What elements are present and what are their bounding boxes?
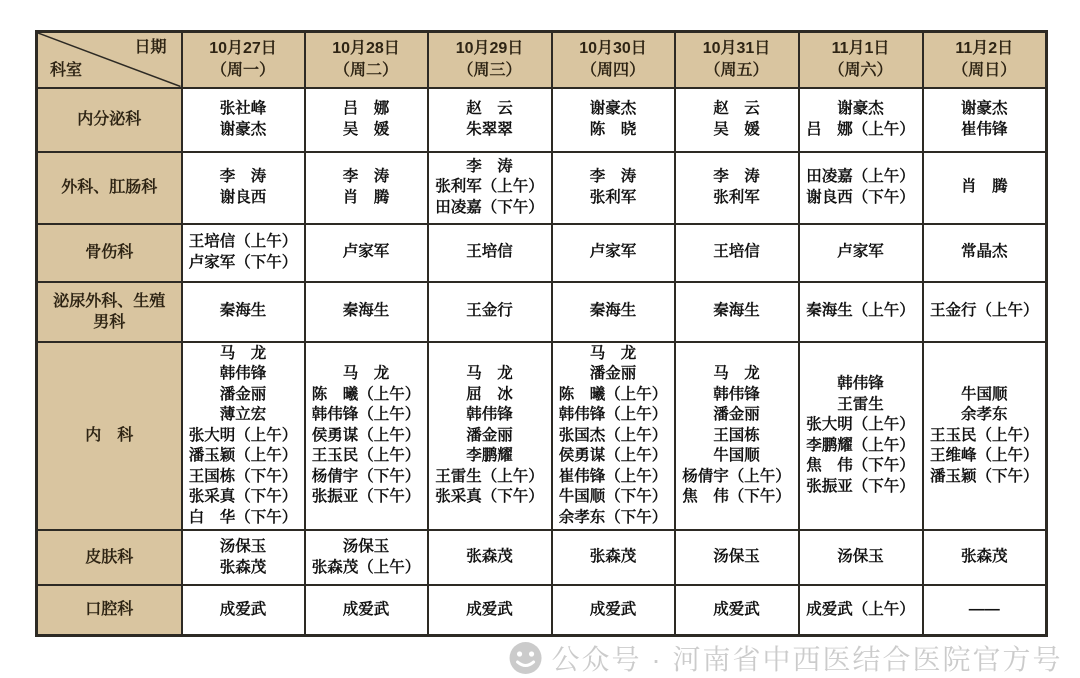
doctor-name: 侯勇谋（上午）	[311, 426, 421, 444]
doctor-name: 崔伟锋（上午）	[558, 467, 668, 485]
doctor-name: 田凌嘉（上午）	[806, 168, 915, 185]
doctor-name: 侯勇谋（上午）	[558, 447, 668, 464]
schedule-row	[37, 282, 1047, 342]
column-weekday: （周日）	[952, 61, 1017, 79]
doctor-name: 李 涛	[713, 168, 760, 185]
schedule-cell	[305, 152, 428, 224]
doctor-name: 王培信	[466, 243, 513, 261]
doctor-name: 成爱武	[589, 600, 637, 618]
doctor-name: 杨倩宇（下午）	[311, 467, 421, 485]
doctor-name: 卢家军（下午）	[188, 253, 298, 271]
dept-cell: 内 科	[37, 342, 182, 531]
doctor-name: 谢豪杰	[219, 120, 267, 138]
doctor-name: 张社峰	[219, 100, 267, 117]
doctor-name: 谢豪杰	[837, 100, 884, 117]
doctor-name: 成爱武	[219, 600, 267, 618]
schedule-row	[37, 88, 1047, 152]
schedule-cell	[305, 282, 428, 342]
doctor-name: 肖 腾	[342, 188, 390, 206]
doctor-name: 王玉民（上午）	[311, 447, 421, 464]
schedule-cell	[799, 342, 923, 531]
doctor-name: 李 涛	[219, 168, 267, 185]
doctor-name: 王国栋	[713, 426, 760, 444]
column-header	[428, 32, 552, 88]
doctor-name: 牛国顺	[713, 447, 760, 464]
doctor-name: 汤保玉	[342, 538, 390, 555]
column-header	[182, 32, 305, 88]
doctor-name: 韩伟锋（上午）	[311, 406, 421, 423]
schedule-cell	[305, 585, 428, 635]
schedule-cell	[923, 585, 1047, 635]
doctor-name: 马 龙	[589, 344, 637, 362]
doctor-name: 王雷生（上午）	[435, 467, 544, 485]
schedule-cell	[305, 224, 428, 282]
doctor-name: 谢豪杰	[589, 100, 637, 117]
doctor-name: 张采真（下午）	[435, 488, 544, 505]
doctor-name: 李鹏耀（上午）	[806, 436, 915, 454]
doctor-name: 成爱武（上午）	[806, 600, 915, 618]
column-header	[923, 32, 1047, 88]
doctor-name: 张森茂（上午）	[311, 558, 421, 576]
doctor-name: ——	[968, 600, 1000, 618]
schedule-cell	[182, 224, 305, 282]
doctor-name: 马 龙	[342, 365, 390, 382]
schedule-cell	[675, 88, 799, 152]
schedule-cell	[799, 530, 923, 585]
doctor-name: 田凌嘉（下午）	[435, 198, 544, 216]
schedule-cell	[552, 585, 675, 635]
doctor-name: 秦海生	[342, 302, 390, 320]
doctor-name: 吴 媛	[713, 120, 760, 138]
schedule-cell	[552, 282, 675, 342]
schedule-cell	[675, 152, 799, 224]
schedule-row	[37, 152, 1047, 224]
doctor-name: 张利军	[589, 188, 637, 206]
doctor-name: 余孝东	[960, 406, 1008, 423]
doctor-name: 白 华（下午）	[188, 508, 298, 526]
doctor-name: 焦 伟（下午）	[806, 457, 915, 475]
schedule-table	[35, 30, 1048, 637]
doctor-name: 李鹏耀	[466, 447, 513, 464]
dept-cell: 内分泌科	[37, 88, 182, 152]
corner-date-label: 日期	[134, 39, 167, 56]
doctor-name: 韩伟锋	[219, 365, 267, 382]
doctor-name: 秦海生	[713, 302, 760, 320]
schedule-cell	[923, 224, 1047, 282]
column-date: 11月2日	[955, 39, 1014, 57]
schedule-cell	[923, 152, 1047, 224]
doctor-name: 屈 冰	[466, 385, 513, 403]
header-row	[37, 32, 1047, 88]
doctor-name: 牛国顺	[960, 385, 1008, 403]
doctor-name: 潘金丽	[713, 406, 760, 423]
schedule-cell	[923, 282, 1047, 342]
column-date: 10月29日	[455, 39, 524, 57]
doctor-name: 韩伟锋	[713, 385, 760, 403]
watermark	[508, 638, 1063, 678]
column-weekday: （周二）	[333, 61, 398, 79]
doctor-name: 张利军	[713, 188, 760, 206]
schedule-cell	[305, 342, 428, 531]
column-header	[675, 32, 799, 88]
doctor-name: 陈 晓	[589, 120, 637, 138]
column-date: 10月31日	[702, 39, 771, 57]
doctor-name: 秦海生	[219, 302, 267, 320]
schedule-cell	[428, 342, 552, 531]
doctor-name: 卢家军	[589, 243, 637, 261]
column-date: 10月28日	[332, 39, 400, 57]
schedule-cell	[182, 585, 305, 635]
schedule-cell	[675, 530, 799, 585]
schedule-cell	[428, 88, 552, 152]
schedule-row	[37, 530, 1047, 585]
doctor-name: 张振亚（下午）	[806, 477, 915, 495]
doctor-name: 杨倩宇（上午）	[682, 467, 791, 485]
doctor-name: 谢良西（下午）	[806, 188, 915, 206]
schedule-cell	[182, 282, 305, 342]
doctor-name: 常晶杰	[960, 243, 1008, 261]
doctor-name: 朱翠翠	[466, 120, 513, 138]
schedule-cell	[552, 530, 675, 585]
column-weekday: （周一）	[210, 61, 275, 79]
doctor-name: 汤保玉	[837, 548, 884, 566]
doctor-name: 赵 云	[713, 100, 760, 117]
doctor-name: 潘金丽	[219, 385, 267, 403]
schedule-cell	[552, 224, 675, 282]
doctor-name: 汤保玉	[713, 548, 760, 566]
doctor-name: 张森茂	[219, 558, 267, 576]
schedule-cell	[675, 224, 799, 282]
doctor-name: 韩伟锋（上午）	[558, 406, 668, 423]
doctor-name: 王国栋（下午）	[188, 467, 298, 485]
doctor-name: 肖 腾	[960, 178, 1008, 196]
doctor-name: 张森茂	[960, 548, 1008, 566]
column-date: 10月30日	[579, 39, 647, 57]
schedule-cell	[428, 282, 552, 342]
watermark-text: 公众号 · 河南省中西医结合医院官方号	[551, 644, 1063, 675]
doctor-name: 汤保玉	[219, 538, 267, 555]
schedule-cell	[799, 88, 923, 152]
doctor-name: 张国杰（上午）	[558, 426, 668, 444]
doctor-name: 赵 云	[466, 100, 513, 117]
doctor-name: 韩伟锋	[837, 375, 884, 393]
doctor-name: 马 龙	[219, 344, 267, 362]
doctor-name: 焦 伟（下午）	[682, 488, 791, 505]
doctor-name: 谢豪杰	[960, 100, 1008, 117]
schedule-cell	[182, 342, 305, 531]
doctor-name: 卢家军	[342, 243, 390, 261]
doctor-name: 王培信	[713, 243, 760, 261]
schedule-cell	[675, 342, 799, 531]
schedule-row	[37, 224, 1047, 282]
doctor-name: 马 龙	[713, 365, 760, 382]
schedule-cell	[799, 282, 923, 342]
schedule-cell	[799, 585, 923, 635]
schedule-cell	[552, 342, 675, 531]
doctor-name: 韩伟锋	[466, 406, 513, 423]
column-weekday: （周五）	[704, 61, 769, 79]
schedule-cell	[182, 88, 305, 152]
doctor-name: 张大明（上午）	[806, 416, 915, 434]
doctor-name: 潘玉颖（下午）	[929, 467, 1039, 485]
doctor-name: 王雷生	[837, 395, 884, 413]
schedule-cell	[675, 585, 799, 635]
column-header	[305, 32, 428, 88]
doctor-name: 崔伟锋	[960, 120, 1008, 138]
schedule-cell	[799, 152, 923, 224]
doctor-name: 谢良西	[219, 188, 267, 206]
schedule-cell	[305, 530, 428, 585]
doctor-name: 成爱武	[713, 600, 760, 618]
doctor-name: 李 涛	[466, 157, 513, 175]
schedule-cell	[923, 342, 1047, 531]
dept-cell: 口腔科	[37, 585, 182, 635]
doctor-name: 张采真（下午）	[188, 488, 298, 505]
doctor-name: 王玉民（上午）	[929, 426, 1039, 444]
schedule-row	[37, 342, 1047, 531]
doctor-name: 陈 曦（上午）	[558, 385, 668, 403]
doctor-name: 王维峰（上午）	[929, 447, 1039, 464]
doctor-name: 马 龙	[466, 365, 513, 382]
corner-dept-label: 科室	[50, 61, 83, 79]
doctor-name: 余孝东（下午）	[558, 508, 668, 526]
column-header	[799, 32, 923, 88]
doctor-name: 吕 娜（上午）	[806, 120, 915, 138]
doctor-name: 吴 媛	[342, 120, 390, 138]
schedule-cell	[923, 530, 1047, 585]
doctor-name: 张大明（上午）	[188, 426, 298, 444]
schedule-cell	[182, 530, 305, 585]
doctor-name: 张振亚（下午）	[311, 488, 421, 505]
schedule-cell	[182, 152, 305, 224]
doctor-name: 李 涛	[342, 168, 390, 185]
doctor-name: 张森茂	[589, 548, 637, 566]
doctor-name: 成爱武	[342, 600, 390, 618]
schedule-cell	[552, 88, 675, 152]
doctor-name: 秦海生（上午）	[806, 302, 915, 320]
doctor-name: 卢家军	[837, 243, 884, 261]
doctor-name: 王金行（上午）	[929, 302, 1039, 320]
doctor-name: 秦海生	[589, 302, 637, 320]
corner-cell	[37, 32, 182, 88]
dept-cell: 骨伤科	[37, 224, 182, 282]
doctor-name: 陈 曦（上午）	[311, 385, 421, 403]
dept-cell: 泌尿外科、生殖男科	[37, 282, 182, 342]
doctor-name: 吕 娜	[342, 100, 390, 117]
doctor-name: 成爱武	[466, 600, 513, 618]
doctor-name: 牛国顺（下午）	[558, 488, 668, 505]
doctor-name: 李 涛	[589, 168, 637, 185]
dept-cell: 外科、肛肠科	[37, 152, 182, 224]
schedule-cell	[428, 585, 552, 635]
doctor-name: 张森茂	[466, 548, 513, 566]
doctor-name: 王金行	[466, 302, 513, 320]
doctor-name: 薄立宏	[219, 406, 267, 423]
column-weekday: （周四）	[580, 61, 645, 79]
schedule-cell	[675, 282, 799, 342]
schedule-cell	[428, 224, 552, 282]
column-date: 11月1日	[831, 39, 890, 57]
doctor-name: 张利军（上午）	[435, 178, 544, 196]
doctor-name: 潘玉颖（上午）	[188, 447, 298, 464]
schedule-cell	[305, 88, 428, 152]
smiley-icon	[508, 640, 544, 676]
doctor-name: 王培信（上午）	[188, 233, 298, 250]
column-weekday: （周六）	[828, 61, 893, 79]
schedule-row	[37, 585, 1047, 635]
doctor-name: 潘金丽	[589, 365, 637, 382]
schedule-cell	[552, 152, 675, 224]
doctor-name: 潘金丽	[466, 426, 513, 444]
schedule-cell	[799, 224, 923, 282]
column-weekday: （周三）	[457, 61, 522, 79]
column-date: 10月27日	[209, 39, 277, 57]
dept-cell: 皮肤科	[37, 530, 182, 585]
schedule-cell	[428, 152, 552, 224]
column-header	[552, 32, 675, 88]
schedule-page	[35, 30, 1063, 675]
schedule-cell	[428, 530, 552, 585]
schedule-cell	[923, 88, 1047, 152]
